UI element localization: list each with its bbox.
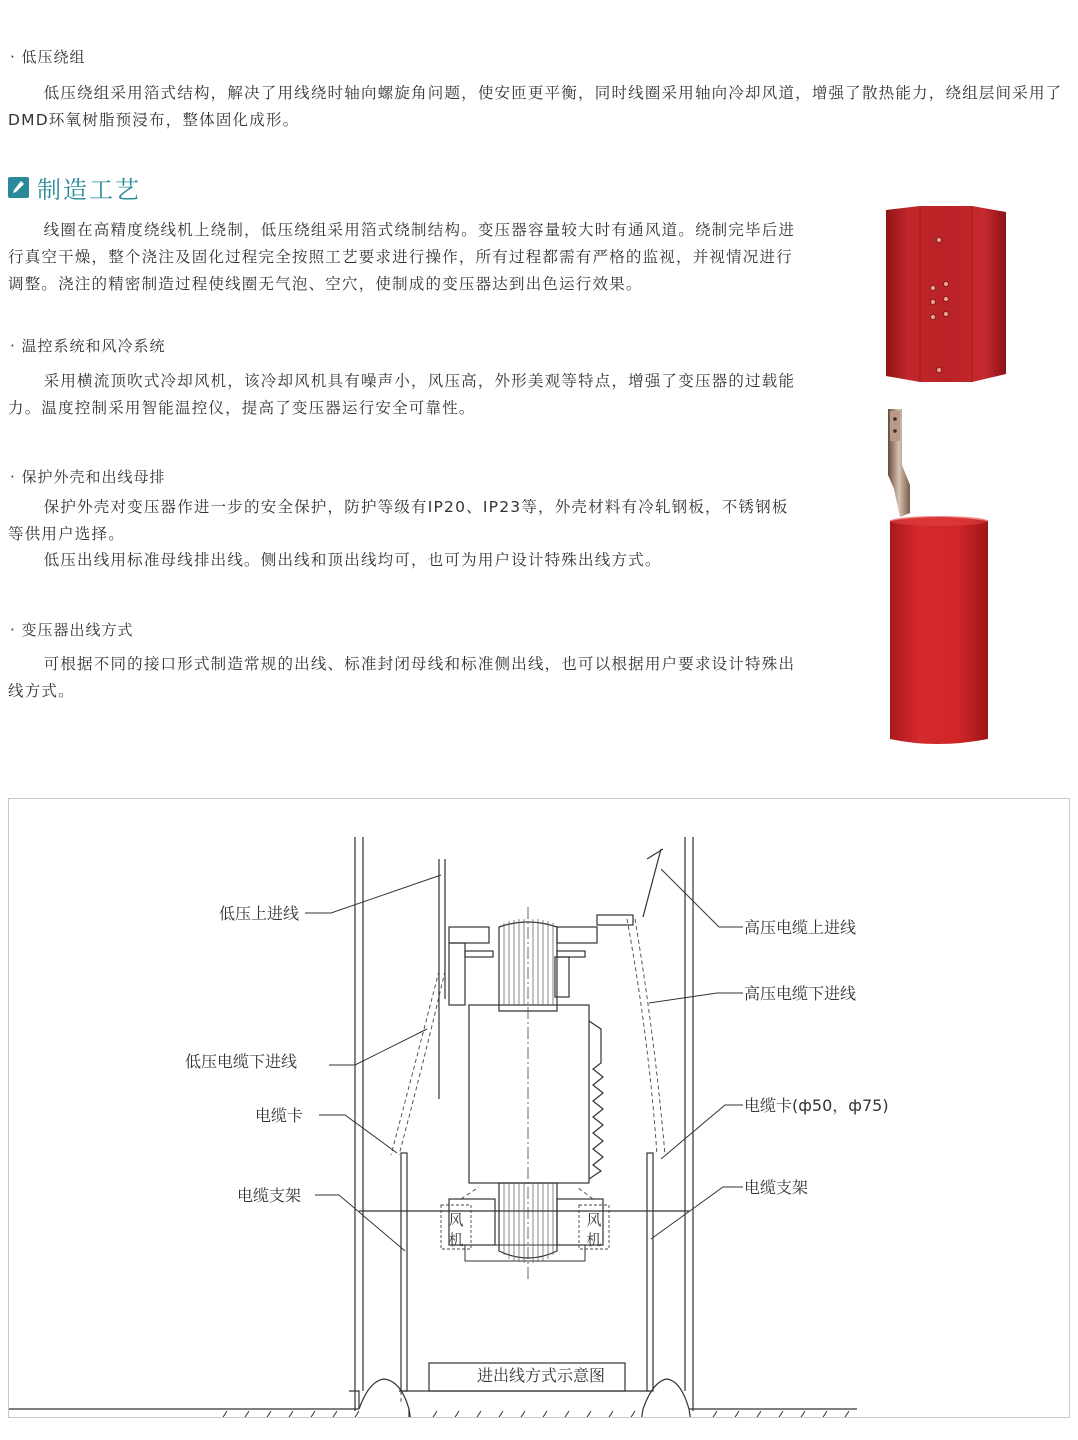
label-lv-top-inlet: 低压上进线 — [218, 904, 299, 923]
paragraph-cooling-system: 采用横流顶吹式冷却风机，该冷却风机具有噪声小，风压高，外形美观等特点，增强了变压器的过载能力。温度控制采用智能温控仪，提高了变压器运行安全可靠性。 — [8, 372, 796, 417]
paragraph-outlet-method: 可根据不同的接口形式制造常规的出线、标准封闭母线和标准侧出线，也可以根据用户要求设计特殊出线方式。 — [8, 655, 796, 700]
paragraph-process: 线圈在高精度绕线机上绕制，低压绕组采用箔式绕制结构。变压器容量较大时有通风道。绕制完毕后进行真空干燥，整个浇注及固化过程完全按照工艺要求进行操作，所有过程都需有严格的监视，并视情况进行调整。浇注的精密制造过程使线圈无气泡、空穴，使制成的变压器达到出色运行效果。 — [8, 221, 796, 293]
fan-label-right-2: 机 — [586, 1231, 602, 1249]
label-cable-bracket-left: 电缆支架 — [236, 1186, 301, 1205]
fan-label-left-2: 机 — [448, 1231, 464, 1249]
page-title: 制造工艺 — [37, 176, 141, 204]
bullet-cooling-system: · 温控系统和风冷系统 — [10, 337, 166, 355]
fan-label-right: 风 — [586, 1211, 602, 1229]
diagram-caption: 进出线方式示意图 — [476, 1366, 606, 1385]
paragraph-low-voltage-winding: 低压绕组采用箔式结构，解决了用线绕时轴向螺旋角问题，使安匝更平衡，同时线圈采用轴向冷却风道，增强了散热能力，绕组层间采用了DMD环氧树脂预浸布，整体固化成形。 — [8, 84, 1063, 129]
label-lv-cable-bottom-inlet: 低压电缆下进线 — [184, 1052, 297, 1071]
bullet-low-voltage-winding: · 低压绕组 — [10, 48, 86, 66]
paragraph-enclosure: 保护外壳对变压器作进一步的安全保护，防护等级有IP20、IP23等，外壳材料有冷轧钢板，不锈钢板等供用户选择。 — [8, 498, 789, 543]
label-cable-clamp-left: 电缆卡 — [254, 1106, 303, 1125]
wiring-diagram — [8, 798, 1070, 1418]
wiring-diagram-svg — [9, 799, 1069, 1417]
fan-label-left: 风 — [448, 1211, 464, 1229]
bullet-enclosure: · 保护外壳和出线母排 — [10, 468, 166, 486]
label-hv-cable-top-inlet: 高压电缆上进线 — [744, 918, 857, 937]
label-hv-cable-bottom-inlet: 高压电缆下进线 — [744, 984, 857, 1003]
label-cable-clamp-right: 电缆卡(ф50，ф75) — [744, 1096, 889, 1115]
label-cable-bracket-right: 电缆支架 — [744, 1178, 809, 1197]
coil-photo-top — [880, 204, 1010, 386]
pencil-icon — [8, 177, 29, 198]
paragraph-busbar: 低压出线用标准母线排出线。侧出线和顶出线均可，也可为用户设计特殊出线方式。 — [43, 551, 662, 569]
bullet-outlet-method: · 变压器出线方式 — [10, 621, 134, 639]
coil-photo-bottom — [880, 405, 992, 751]
section-heading-process — [8, 170, 141, 205]
